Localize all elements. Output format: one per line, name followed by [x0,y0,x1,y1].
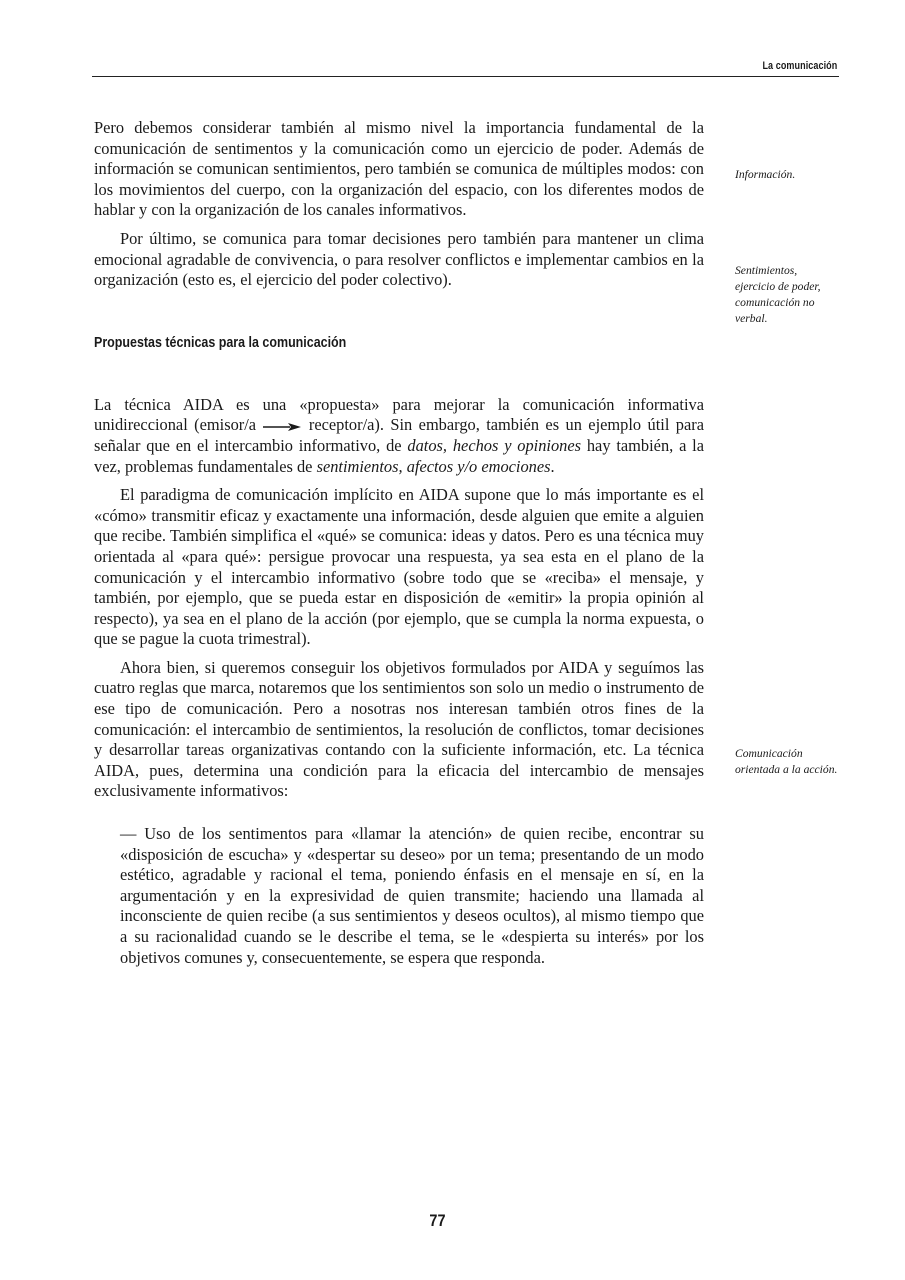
margin-note-feelings: Sentimientos, ejercicio de poder, comunicación no verbal. [735,264,821,325]
paragraph-communication-feelings: Pero debemos considerar también al mismo nivel la importancia fundamental de la comunicación de sentimentos y la comunicación como un ejercicio de poder. Además de información se comunican sentimientos, pero también se comunica de múltiples modos: con los movimientos del cuerpo, con la organización del espacio, con los diferentes modos de hablar y con la organización de los canales informativos. [94,118,704,220]
page-number: 77 [429,1211,446,1230]
header-rule [92,76,839,77]
paragraph-aida-objectives: Ahora bien, si queremos conseguir los objetivos formulados por AIDA y seguímos las cuatro reglas que marca, notaremos que los sentimientos son solo un medio o instrumento de ese tipo de comunicación. Pero a nosotras nos interesan también otros fines de la comunicación: el intercambio de sentimientos, la resolución de conflictos, tomar decisiones y desarrollar tareas organizativas contando con la suficiente información, etc. La técnica AIDA, pues, determina una condición para la eficacia del intercambio de mensajes exclusivamente informativos: [94,657,704,801]
margin-note-information: Información. [735,168,796,181]
right-arrow-icon [262,422,302,432]
page-number-container [0,1211,905,1231]
paragraph-aida-technique: La técnica AIDA es una «propuesta» para mejorar la comunicación informativa unidireccional (emisor/a receptor/a). Sin embargo, también es un ejemplo útil para señalar que en el intercambio informativo, de datos, hechos y opiniones hay también, a la vez, problemas fundamentales de sentimientos, afectos y/o emociones. [94,394,705,476]
margin-note-action: Comunicación orientada a la acción. [735,747,838,776]
paragraph-decisions: Por último, se comunica para tomar decisiones pero también para mantener un clima emocional agradable de convivencia, o para resolver conflictos e implementar cambios en la organización (esto es, el ejercicio del poder colectivo). [94,228,704,290]
list-item-feelings-use: — Uso de los sentimentos para «llamar la atención» de quien recibe, encontrar su «disposición de escucha» y «despertar su deseo» por un tema; presentando de un modo estético, agradable y racional el tema, poniendo énfasis en el mensaje en sí, en la argumentación y en la expresividad de quien transmite; haciendo una llamada al inconsciente de quien recibe (a sus sentimientos y deseos ocultos), al mismo tiempo que a su racionalidad cuando se le describe el tema, se le «despierta su interés» por los objetivos comunes y, consecuentemente, se espera que responda. [120,824,704,967]
running-header-title: La comunicación [762,60,837,72]
section-heading: Propuestas técnicas para la comunicación [94,334,347,351]
paragraph-aida-paradigm: El paradigma de comunicación implícito en AIDA supone que lo más importante es el «cómo» transmitir eficaz y exactamente una información, desde alguien que emite a alguien que recibe. También simplifica el «qué» se comunica: ideas y datos. Pero es una técnica muy orientada al «para qué»: persigue provocar una respuesta, ya sea esta en el plano de la comunicación y el intercambio informativo (sobre todo que se «reciba» el mensaje, y también, por ejemplo, que se pueda estar en disposición de «emitir» la propia opinión al respecto), ya sea en el plano de la acción (por ejemplo, que se cumpla la norma expuesta, o que se pague la cuota trimestral). [94,485,704,649]
main-text-column [94,118,704,968]
